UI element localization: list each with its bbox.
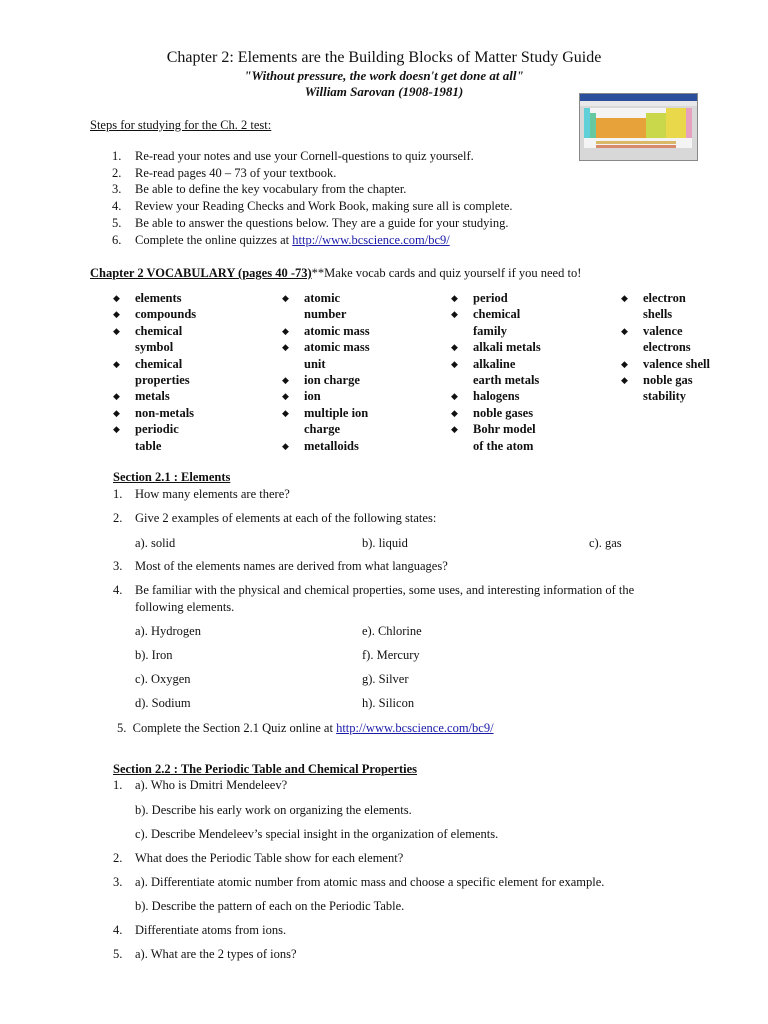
vocab-term: ion xyxy=(304,389,321,404)
vocab-term: unit xyxy=(304,356,326,371)
question-text: a). Differentiate atomic number from atomic mass and choose a specific element for example. xyxy=(135,875,605,889)
element-option: c). Oxygen xyxy=(135,672,191,686)
periodic-table-image xyxy=(579,93,698,161)
bullet-diamond-icon: ◆ xyxy=(113,358,120,369)
bullet-diamond-icon: ◆ xyxy=(451,407,458,418)
vocab-term: alkaline xyxy=(473,356,516,371)
bullet-diamond-icon: ◆ xyxy=(113,407,120,418)
bullet-diamond-icon: ◆ xyxy=(282,375,289,385)
vocab-term: properties xyxy=(135,373,190,387)
vocab-term: non-metals xyxy=(135,405,195,420)
bullet-diamond-icon: ◆ xyxy=(451,293,458,303)
vocab-term: stability xyxy=(643,389,687,404)
element-option: e). Chlorine xyxy=(362,624,422,638)
bullet-diamond-icon: ◆ xyxy=(282,293,289,303)
question-number: 5. xyxy=(117,721,127,735)
step-text-prefix: Complete the online quizzes at xyxy=(135,233,293,247)
bullet-diamond-icon: ◆ xyxy=(451,342,458,353)
window-toolbar xyxy=(580,101,697,106)
steps-heading: Steps for studying for the Ch. 2 test: xyxy=(90,118,272,132)
vocab-term: metalloids xyxy=(304,438,359,453)
element-option: d). Sodium xyxy=(135,696,191,710)
quote-author: William Sarovan (1908-1981) xyxy=(304,84,464,99)
vocab-term: ion charge xyxy=(304,373,360,387)
bcscience-quiz-link[interactable]: http://www.bcscience.com/bc9/ xyxy=(336,721,494,735)
bullet-diamond-icon: ◆ xyxy=(113,325,120,336)
question-text: Differentiate atoms from ions. xyxy=(135,923,287,937)
question-number: 1. xyxy=(113,487,123,501)
vocab-term: period xyxy=(473,291,508,305)
bullet-diamond-icon: ◆ xyxy=(282,391,289,402)
vocab-term: multiple ion xyxy=(304,405,369,420)
state-option-gas: c). gas xyxy=(589,536,622,550)
bullet-diamond-icon: ◆ xyxy=(282,407,289,418)
question-text: Give 2 examples of elements at each of the following states: xyxy=(135,511,437,525)
vocab-term: number xyxy=(304,307,347,322)
question-text: What does the Periodic Table show for each element? xyxy=(135,851,404,865)
quote: "Without pressure, the work doesn't get done at all" xyxy=(244,68,524,83)
step-number: 2. xyxy=(112,166,122,180)
page-title: Chapter 2: Elements are the Building Blocks of Matter Study Guide xyxy=(166,49,602,66)
vocab-term: symbol xyxy=(135,340,174,355)
bullet-diamond-icon: ◆ xyxy=(451,309,458,320)
bullet-diamond-icon: ◆ xyxy=(621,293,628,303)
bullet-diamond-icon: ◆ xyxy=(451,358,458,369)
step-number: 1. xyxy=(112,149,122,163)
element-option: g). Silver xyxy=(362,672,409,686)
vocab-term: family xyxy=(473,323,508,338)
vocab-term: charge xyxy=(304,422,341,437)
element-option: h). Silicon xyxy=(362,696,415,710)
step-text: Review your Reading Checks and Work Book, making sure all is complete. xyxy=(135,199,513,213)
bullet-diamond-icon: ◆ xyxy=(282,325,289,336)
vocab-heading: Chapter 2 VOCABULARY (pages 40 -73) xyxy=(90,266,312,280)
vocab-term: metals xyxy=(135,389,170,404)
periodic-table-grid xyxy=(584,108,692,148)
vocab-term: shells xyxy=(643,307,673,322)
vocab-term: chemical xyxy=(473,307,521,322)
element-option: b). Iron xyxy=(135,648,173,662)
question-number: 1. xyxy=(113,778,123,792)
bullet-diamond-icon: ◆ xyxy=(113,309,120,320)
step-number: 6. xyxy=(112,233,122,247)
question-number: 2. xyxy=(113,511,123,525)
section-2-1-heading: Section 2.1 : Elements xyxy=(113,470,231,484)
vocab-term: noble gas xyxy=(643,373,693,387)
step-text: Re-read your notes and use your Cornell-questions to quiz yourself. xyxy=(135,149,474,163)
vocab-term: valence shell xyxy=(643,356,711,371)
step-text xyxy=(135,233,450,248)
bullet-diamond-icon: ◆ xyxy=(451,424,458,435)
vocab-term: compounds xyxy=(135,307,197,322)
vocab-term: halogens xyxy=(473,389,520,404)
element-option: a). Hydrogen xyxy=(135,624,201,638)
question-text-continued: following elements. xyxy=(135,600,235,614)
bullet-diamond-icon: ◆ xyxy=(451,391,458,402)
bullet-diamond-icon: ◆ xyxy=(621,375,628,385)
bcscience-link[interactable]: http://www.bcscience.com/bc9/ xyxy=(292,233,450,247)
question-text: Complete the Section 2.1 Quiz online at xyxy=(132,721,337,735)
question-text: Be familiar with the physical and chemical properties, some uses, and interesting information of the xyxy=(135,583,635,597)
vocab-term: electron xyxy=(643,291,686,305)
bullet-diamond-icon: ◆ xyxy=(621,358,628,369)
vocab-term: atomic mass xyxy=(304,323,370,338)
step-number: 5. xyxy=(112,216,122,230)
section-2-2-heading: Section 2.2 : The Periodic Table and Chemical Properties xyxy=(113,762,418,776)
element-option: f). Mercury xyxy=(362,648,420,662)
vocab-term: of the atom xyxy=(473,438,534,453)
vocab-term: valence xyxy=(643,323,683,338)
bullet-diamond-icon: ◆ xyxy=(282,440,289,451)
bullet-diamond-icon: ◆ xyxy=(621,325,628,336)
question-number: 3. xyxy=(113,875,123,889)
vocab-term: periodic xyxy=(135,422,179,437)
vocab-term: atomic mass xyxy=(304,340,370,355)
vocab-term: earth metals xyxy=(473,373,540,387)
question-text: How many elements are there? xyxy=(135,487,290,501)
step-text: Re-read pages 40 – 73 of your textbook. xyxy=(135,166,337,180)
state-option-solid: a). solid xyxy=(135,536,176,550)
bullet-diamond-icon: ◆ xyxy=(282,342,289,353)
quiz-line xyxy=(117,721,494,736)
question-text: c). Describe Mendeleev’s special insight in the organization of elements. xyxy=(135,827,499,841)
vocab-term: chemical xyxy=(135,356,183,371)
step-text: Be able to answer the questions below. They are a guide for your studying. xyxy=(135,216,509,230)
vocab-note: **Make vocab cards and quiz yourself if you need to! xyxy=(311,266,582,280)
vocab-term: noble gases xyxy=(473,405,534,420)
vocab-term: table xyxy=(135,438,162,453)
question-number: 4. xyxy=(113,923,123,937)
question-text: a). Who is Dmitri Mendeleev? xyxy=(135,778,288,792)
question-number: 2. xyxy=(113,851,123,865)
bullet-diamond-icon: ◆ xyxy=(113,424,120,435)
question-number: 4. xyxy=(113,583,123,597)
step-text: Be able to define the key vocabulary from the chapter. xyxy=(135,182,407,196)
question-text: b). Describe the pattern of each on the Periodic Table. xyxy=(135,899,405,913)
step-number: 4. xyxy=(112,199,122,213)
vocab-term: chemical xyxy=(135,323,183,338)
question-text: Most of the elements names are derived from what languages? xyxy=(135,559,448,573)
vocab-term: electrons xyxy=(643,340,691,355)
vocab-term: elements xyxy=(135,291,182,305)
bullet-diamond-icon: ◆ xyxy=(113,391,120,402)
question-number: 3. xyxy=(113,559,123,573)
question-text: b). Describe his early work on organizing the elements. xyxy=(135,803,412,817)
question-text: a). What are the 2 types of ions? xyxy=(135,947,297,961)
question-number: 5. xyxy=(113,947,123,961)
window-titlebar xyxy=(580,94,697,101)
vocab-term: Bohr model xyxy=(473,422,536,437)
step-number: 3. xyxy=(112,182,122,196)
vocab-term: alkali metals xyxy=(473,340,541,355)
bullet-diamond-icon: ◆ xyxy=(113,293,120,303)
vocab-heading-line xyxy=(90,266,581,281)
vocab-term: atomic xyxy=(304,291,341,305)
state-option-liquid: b). liquid xyxy=(362,536,408,550)
